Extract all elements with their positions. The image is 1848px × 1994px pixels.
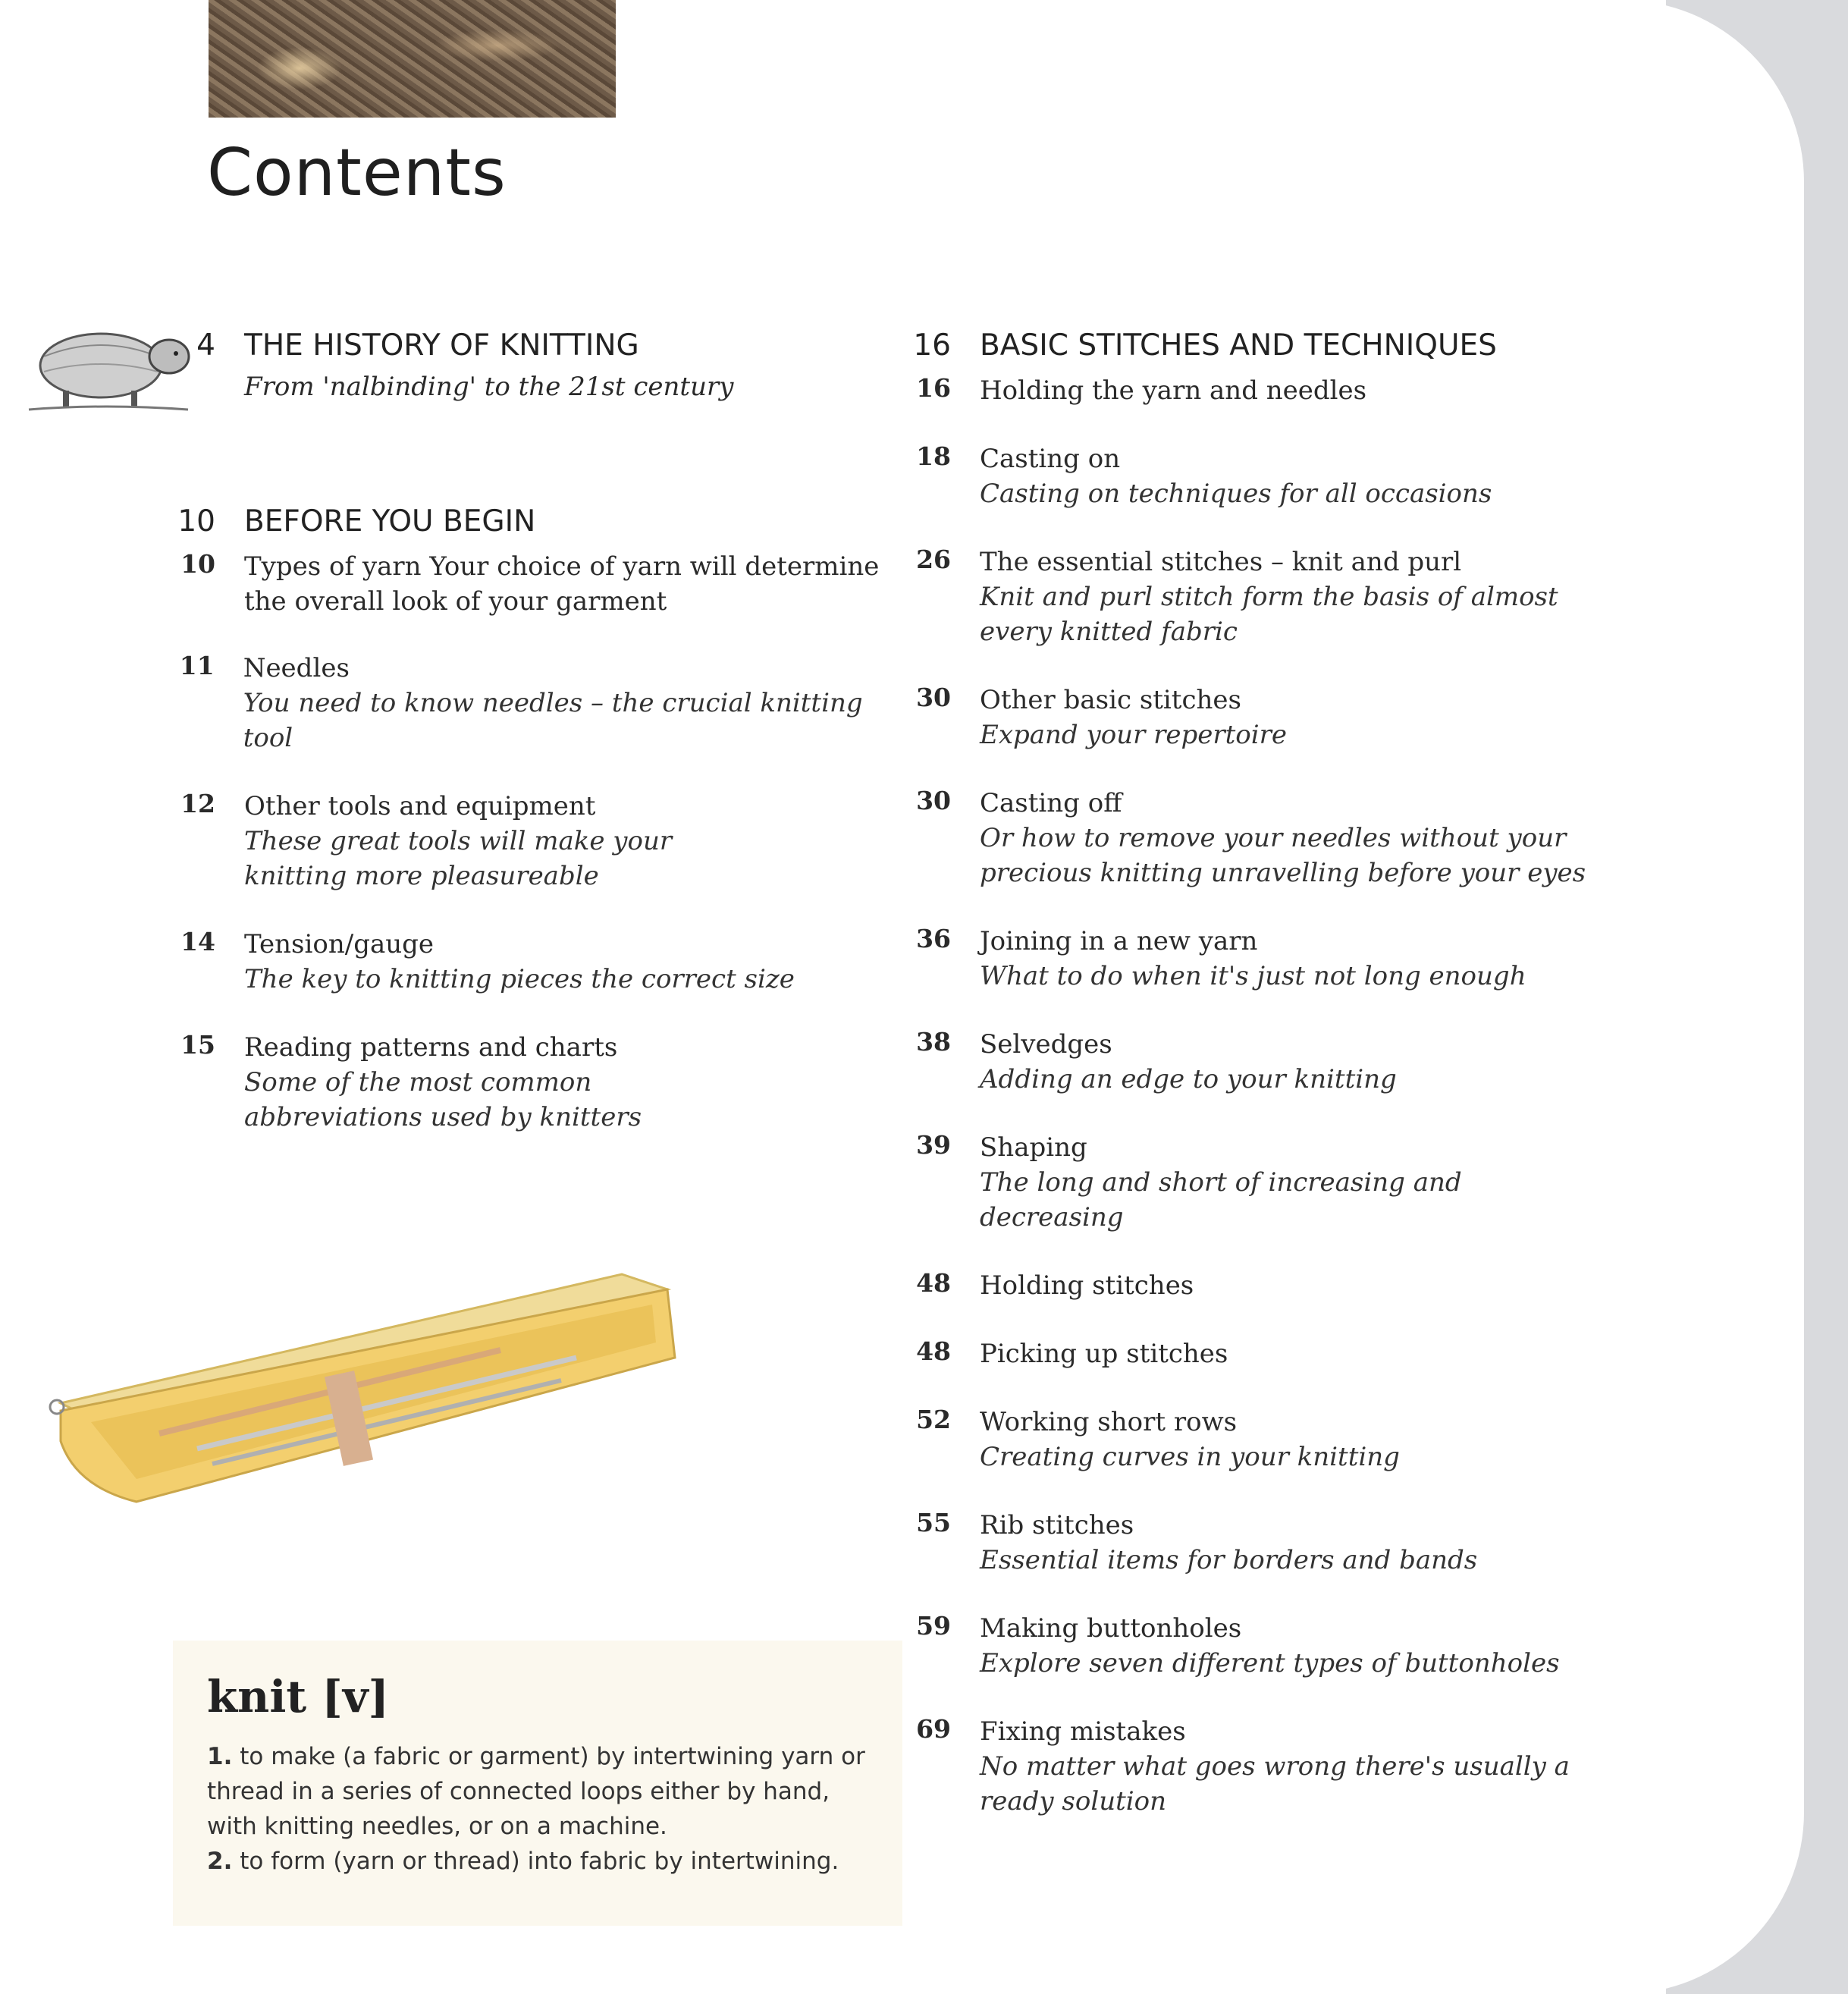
entry-title: Reading patterns and charts (244, 1032, 618, 1063)
entry-title: Casting off (980, 788, 1122, 818)
needle-case-illustration (45, 1259, 682, 1509)
section-page-number: 16 (913, 328, 951, 363)
section-page-number: 4 (196, 328, 215, 363)
section-heading: BEFORE YOU BEGIN (244, 504, 536, 539)
entry-subtitle: The key to knitting pieces the correct size (244, 964, 795, 994)
entry-page-number: 18 (916, 441, 951, 471)
definition-box (173, 1641, 902, 1926)
entry-title: Needles (243, 653, 350, 683)
definition-item: to form (yarn or thread) into fabric by intertwining. (240, 1848, 839, 1875)
entry-subtitle: Adding an edge to your knitting (980, 1064, 1397, 1094)
toc-entry[interactable] (152, 1030, 910, 1135)
entry-title: Holding stitches (980, 1270, 1194, 1301)
entry-title: Working short rows (980, 1407, 1238, 1437)
toc-entry[interactable] (887, 1405, 1721, 1474)
toc-entry[interactable] (152, 789, 910, 893)
toc-entry[interactable] (152, 549, 910, 619)
toc-entry[interactable] (887, 1268, 1721, 1303)
entry-subtitle: What to do when it's just not long enough (980, 961, 1526, 991)
definition-item: to make (a fabric or garment) by intertwining yarn or thread in a series of connected loops either by hand, with knitting needles, or on a machine. (207, 1743, 865, 1840)
entry-subtitle: Casting on techniques for all occasions (980, 479, 1492, 509)
toc-entry[interactable] (887, 1027, 1721, 1097)
entry-subtitle: Some of the most common abbreviations used by knitters (244, 1067, 642, 1132)
entry-page-number: 36 (916, 924, 951, 953)
entry-title: Picking up stitches (980, 1339, 1228, 1369)
entry-title: The essential stitches – knit and purl (980, 547, 1462, 577)
section-before-you-begin (152, 504, 910, 1135)
entry-page-number: 14 (180, 927, 215, 956)
toc-entry[interactable] (887, 1336, 1721, 1371)
entry-page-number: 30 (916, 683, 951, 712)
entry-subtitle: These great tools will make your knitting more pleasureable (244, 826, 673, 891)
toc-entry[interactable] (887, 441, 1721, 511)
section-basic-stitches (887, 328, 1721, 1819)
section-page-number: 10 (177, 504, 215, 539)
entry-title: Casting on (980, 444, 1121, 474)
entry-subtitle: Creating curves in your knitting (980, 1442, 1400, 1472)
entry-page-number: 39 (916, 1130, 951, 1160)
entry-title: Other tools and equipment (244, 791, 596, 821)
entry-title: Types of yarn Your choice of yarn will determine (244, 551, 880, 582)
entry-page-number: 16 (916, 373, 951, 403)
entry-page-number: 10 (180, 549, 215, 579)
entry-title: Selvedges (980, 1029, 1112, 1060)
definition-text (207, 1739, 874, 1879)
entry-subtitle: Or how to remove your needles without your precious knitting unravelling before your eyes (980, 823, 1586, 888)
definition-word: knit [v] (207, 1671, 389, 1722)
entry-subtitle: Knit and purl stitch form the basis of almost every knitted fabric (980, 582, 1558, 647)
entry-subtitle: You need to know needles – the crucial knitting tool (243, 688, 863, 753)
page-title: Contents (207, 135, 507, 211)
toc-entry[interactable] (887, 786, 1721, 890)
toc-entry[interactable] (887, 1130, 1721, 1235)
entry-title-continued: the overall look of your garment (244, 586, 667, 617)
section-heading: BASIC STITCHES AND TECHNIQUES (980, 328, 1497, 363)
entry-page-number: 48 (916, 1336, 951, 1366)
toc-entry[interactable] (887, 545, 1721, 649)
toc-entry[interactable] (887, 924, 1721, 994)
entry-title: Shaping (980, 1132, 1087, 1163)
entry-subtitle: The long and short of increasing and decreasing (980, 1167, 1462, 1233)
entry-title: Joining in a new yarn (980, 926, 1258, 956)
entry-title: Fixing mistakes (980, 1716, 1186, 1747)
entry-page-number: 48 (916, 1268, 951, 1298)
entry-title: Making buttonholes (980, 1613, 1242, 1644)
toc-entry[interactable] (887, 1508, 1721, 1578)
yarn-photo (209, 0, 616, 118)
entry-page-number: 38 (916, 1027, 951, 1057)
section-subtitle: From 'nalbinding' to the 21st century (244, 372, 734, 402)
entry-subtitle: No matter what goes wrong there's usually a ready solution (980, 1751, 1570, 1817)
entry-subtitle: Explore seven different types of buttonholes (980, 1648, 1560, 1678)
toc-entry[interactable] (887, 1611, 1721, 1681)
section-history (152, 328, 910, 402)
entry-page-number: 52 (916, 1405, 951, 1434)
entry-page-number: 55 (916, 1508, 951, 1537)
entry-title: Rib stitches (980, 1510, 1134, 1540)
section-heading: THE HISTORY OF KNITTING (244, 328, 639, 363)
entry-subtitle: Essential items for borders and bands (980, 1545, 1478, 1575)
toc-entry[interactable] (887, 683, 1721, 752)
toc-entry[interactable] (887, 373, 1721, 408)
toc-entry[interactable] (152, 927, 910, 997)
entry-page-number: 69 (916, 1714, 951, 1744)
entry-page-number: 11 (179, 651, 215, 680)
toc-entry[interactable] (152, 651, 910, 755)
entry-title: Tension/gauge (244, 929, 435, 959)
entry-page-number: 26 (916, 545, 951, 574)
entry-title: Other basic stitches (980, 685, 1241, 715)
entry-page-number: 59 (916, 1611, 951, 1641)
toc-entry[interactable] (887, 1714, 1721, 1819)
definition-number: 2. (207, 1848, 233, 1875)
entry-page-number: 12 (180, 789, 215, 818)
entry-title: Holding the yarn and needles (980, 375, 1367, 406)
definition-number: 1. (207, 1743, 233, 1770)
entry-page-number: 15 (180, 1030, 215, 1060)
entry-subtitle: Expand your repertoire (980, 720, 1288, 750)
entry-page-number: 30 (916, 786, 951, 815)
